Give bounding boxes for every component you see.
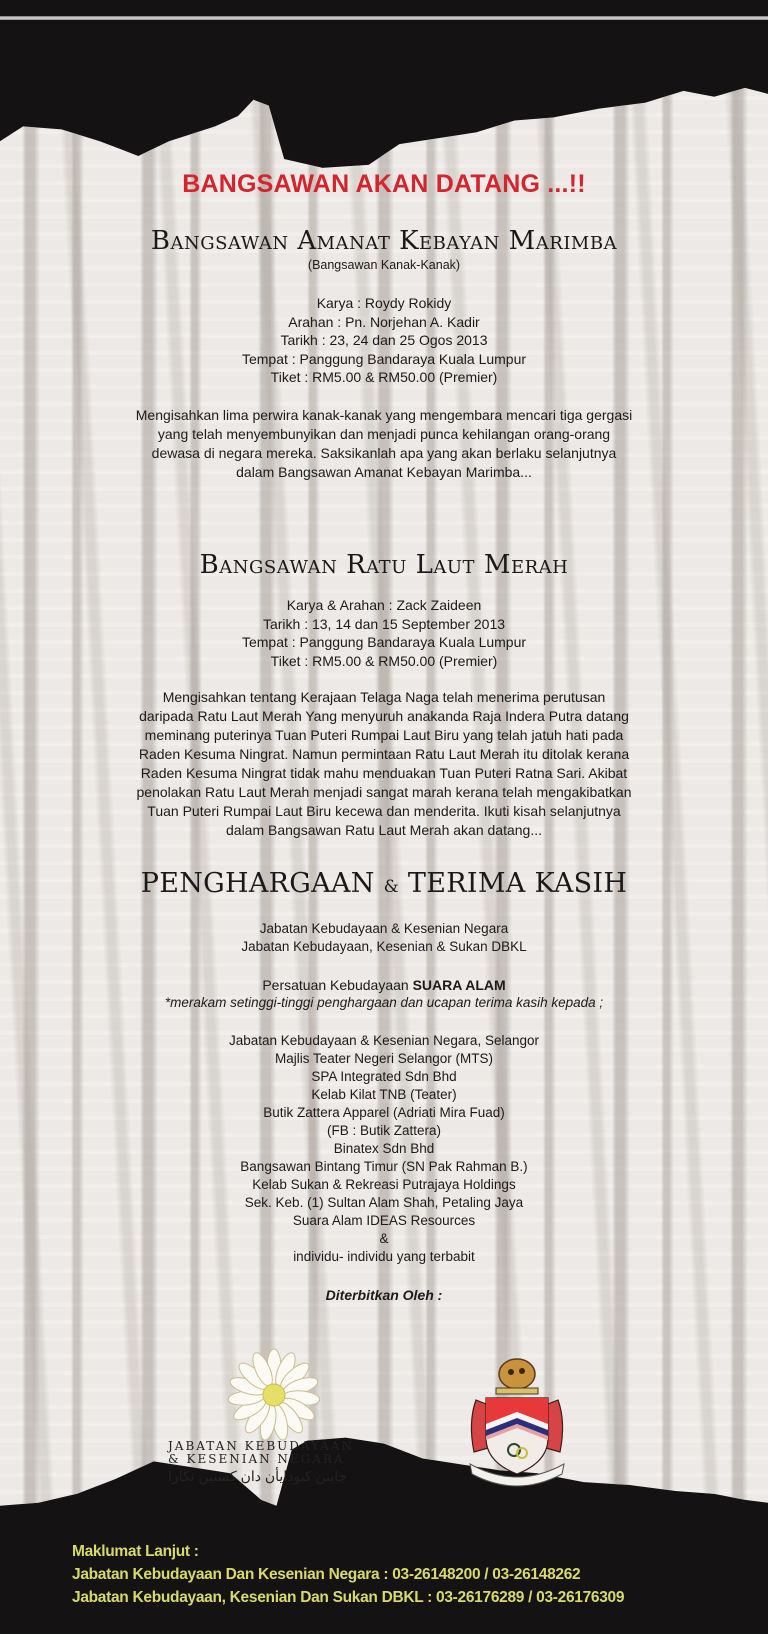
thanks-item: Binatex Sdn Bhd — [333, 1141, 435, 1156]
jkkn-logo — [168, 1348, 378, 1498]
synopsis-line: meminang puterinya Tuan Puteri Rumpai Laut Biru yang telah jatuh hati pada — [144, 727, 624, 743]
show2-synopsis — [40, 688, 728, 840]
thanks-item: Majlis Teater Negeri Selangor (MTS) — [274, 1051, 494, 1066]
daisy-flower-icon — [224, 1348, 324, 1443]
synopsis-line: daripada Ratu Laut Merah Yang menyuruh anakanda Raja Indera Putra datang — [139, 708, 629, 724]
sponsor-line: Jabatan Kebudayaan & Kesenian Negara — [259, 921, 509, 936]
credits-title: PENGHARGAAN & TERIMA KASIH — [140, 868, 628, 899]
jkkn-caption: JABATAN KEBUDAYAAN & KESENIAN NEGARA — [168, 1439, 354, 1466]
top-divider-line — [0, 16, 768, 20]
synopsis-line: penolakan Ratu Laut Merah menjadi sangat marah kerana telah mengakibatkan — [136, 784, 632, 800]
thanks-item: (FB : Butik Zattera) — [326, 1123, 442, 1138]
jkkn-jawi-caption: جابتن کبودايأن دان کسنين نڬارا — [168, 1468, 348, 1484]
thanks-item: Jabatan Kebudayaan & Kesenian Negara, Selangor — [229, 1033, 539, 1048]
thanks-note: *merakam setinggi-tinggi penghargaan dan ucapan terima kasih kepada ; — [164, 995, 604, 1010]
show1-detail-tempat: Tempat : Panggung Bandaraya Kuala Lumpur — [241, 350, 527, 367]
synopsis-line: dalam Bangsawan Ratu Laut Merah akan datang... — [226, 822, 542, 838]
thanks-item: Butik Zattera Apparel (Adriati Mira Fuad) — [263, 1105, 505, 1120]
thanks-item: Kelab Sukan & Rekreasi Putrajaya Holdings — [252, 1177, 516, 1192]
show1-synopsis — [40, 406, 728, 482]
show1-detail-tiket: Tiket : RM5.00 & RM50.00 (Premier) — [270, 369, 498, 385]
show2-detail-tarikh: Tarikh : 13, 14 dan 15 September 2013 — [262, 615, 506, 632]
footer-contact-info — [72, 1540, 762, 1609]
coat-of-arms-icon — [462, 1352, 572, 1492]
show2-detail-tiket: Tiket : RM5.00 & RM50.00 (Premier) — [270, 652, 498, 669]
thanks-item: & — [379, 1231, 389, 1246]
show2-detail-karya-arahan: Karya & Arahan : Zack Zaideen — [286, 597, 482, 613]
show2-title: Bangsawan Ratu Laut Merah — [199, 550, 569, 580]
show1-detail-arahan: Arahan : Pn. Norjehan A. Kadir — [288, 313, 480, 330]
synopsis-line: Raden Kesuma Ningrat tidak mahu menduakan Tuan Puteri Ratna Sari. Akibat — [140, 765, 628, 781]
synopsis-line: Mengisahkan lima perwira kanak-kanak yang mengembara mencari tiga gergasi — [135, 407, 633, 423]
synopsis-line: Raden Kesuma Ningrat. Namun permintaan Ratu Laut Merah itu ditolak kerana — [138, 746, 630, 762]
thanks-item: Bangsawan Bintang Timur (SN Pak Rahman B.) — [240, 1159, 528, 1174]
contact-line-jkkn: Jabatan Kebudayaan Dan Kesenian Negara : 03-26148200 / 03-26148262 — [72, 1566, 581, 1583]
synopsis-line: Tuan Puteri Rumpai Laut Biru kecewa dan menderita. Ikuti kisah selanjutnya — [147, 803, 621, 819]
show1-detail-tarikh: Tarikh : 23, 24 dan 25 Ogos 2013 — [280, 332, 488, 348]
contact-line-dbkl: Jabatan Kebudayaan, Kesenian Dan Sukan DBKL : 03-26176289 / 03-26176309 — [72, 1589, 625, 1606]
thanks-item: Sek. Keb. (1) Sultan Alam Shah, Petaling Jaya — [244, 1195, 524, 1210]
synopsis-line: dalam Bangsawan Amanat Kebayan Marimba... — [236, 464, 532, 480]
thanks-item: Kelab Kilat TNB (Teater) — [311, 1087, 457, 1102]
synopsis-line: dewasa di negara mereka. Saksikanlah apa yang akan berlaku selanjutnya — [151, 445, 617, 461]
synopsis-line: Mengisahkan tentang Kerajaan Telaga Naga telah menerima perutusan — [162, 689, 606, 705]
thanks-item: Suara Alam IDEAS Resources — [292, 1213, 476, 1228]
show1-subtitle: (Bangsawan Kanak-Kanak) — [307, 258, 461, 272]
dbkl-crest-logo — [462, 1352, 572, 1492]
published-by-label: Diterbitkan Oleh : — [325, 1287, 443, 1303]
organizer-line: Persatuan Kebudayaan SUARA ALAM — [262, 977, 506, 993]
show1-detail-karya: Karya : Roydy Rokidy — [316, 295, 452, 311]
show1-title: Bangsawan Amanat Kebayan Marimba — [150, 226, 618, 256]
thanks-item: individu- individu yang terbabit — [293, 1249, 475, 1264]
thanks-item: SPA Integrated Sdn Bhd — [311, 1069, 457, 1084]
footer-label: Maklumat Lanjut : — [72, 1543, 199, 1560]
synopsis-line: yang telah menyembunyikan dan menjadi punca kehilangan orang-orang — [157, 426, 611, 442]
announcement-heading: BANGSAWAN AKAN DATANG ...!! — [182, 170, 586, 198]
show2-detail-tempat: Tempat : Panggung Bandaraya Kuala Lumpur — [241, 634, 527, 650]
sponsor-line: Jabatan Kebudayaan, Kesenian & Sukan DBKL — [241, 939, 527, 954]
